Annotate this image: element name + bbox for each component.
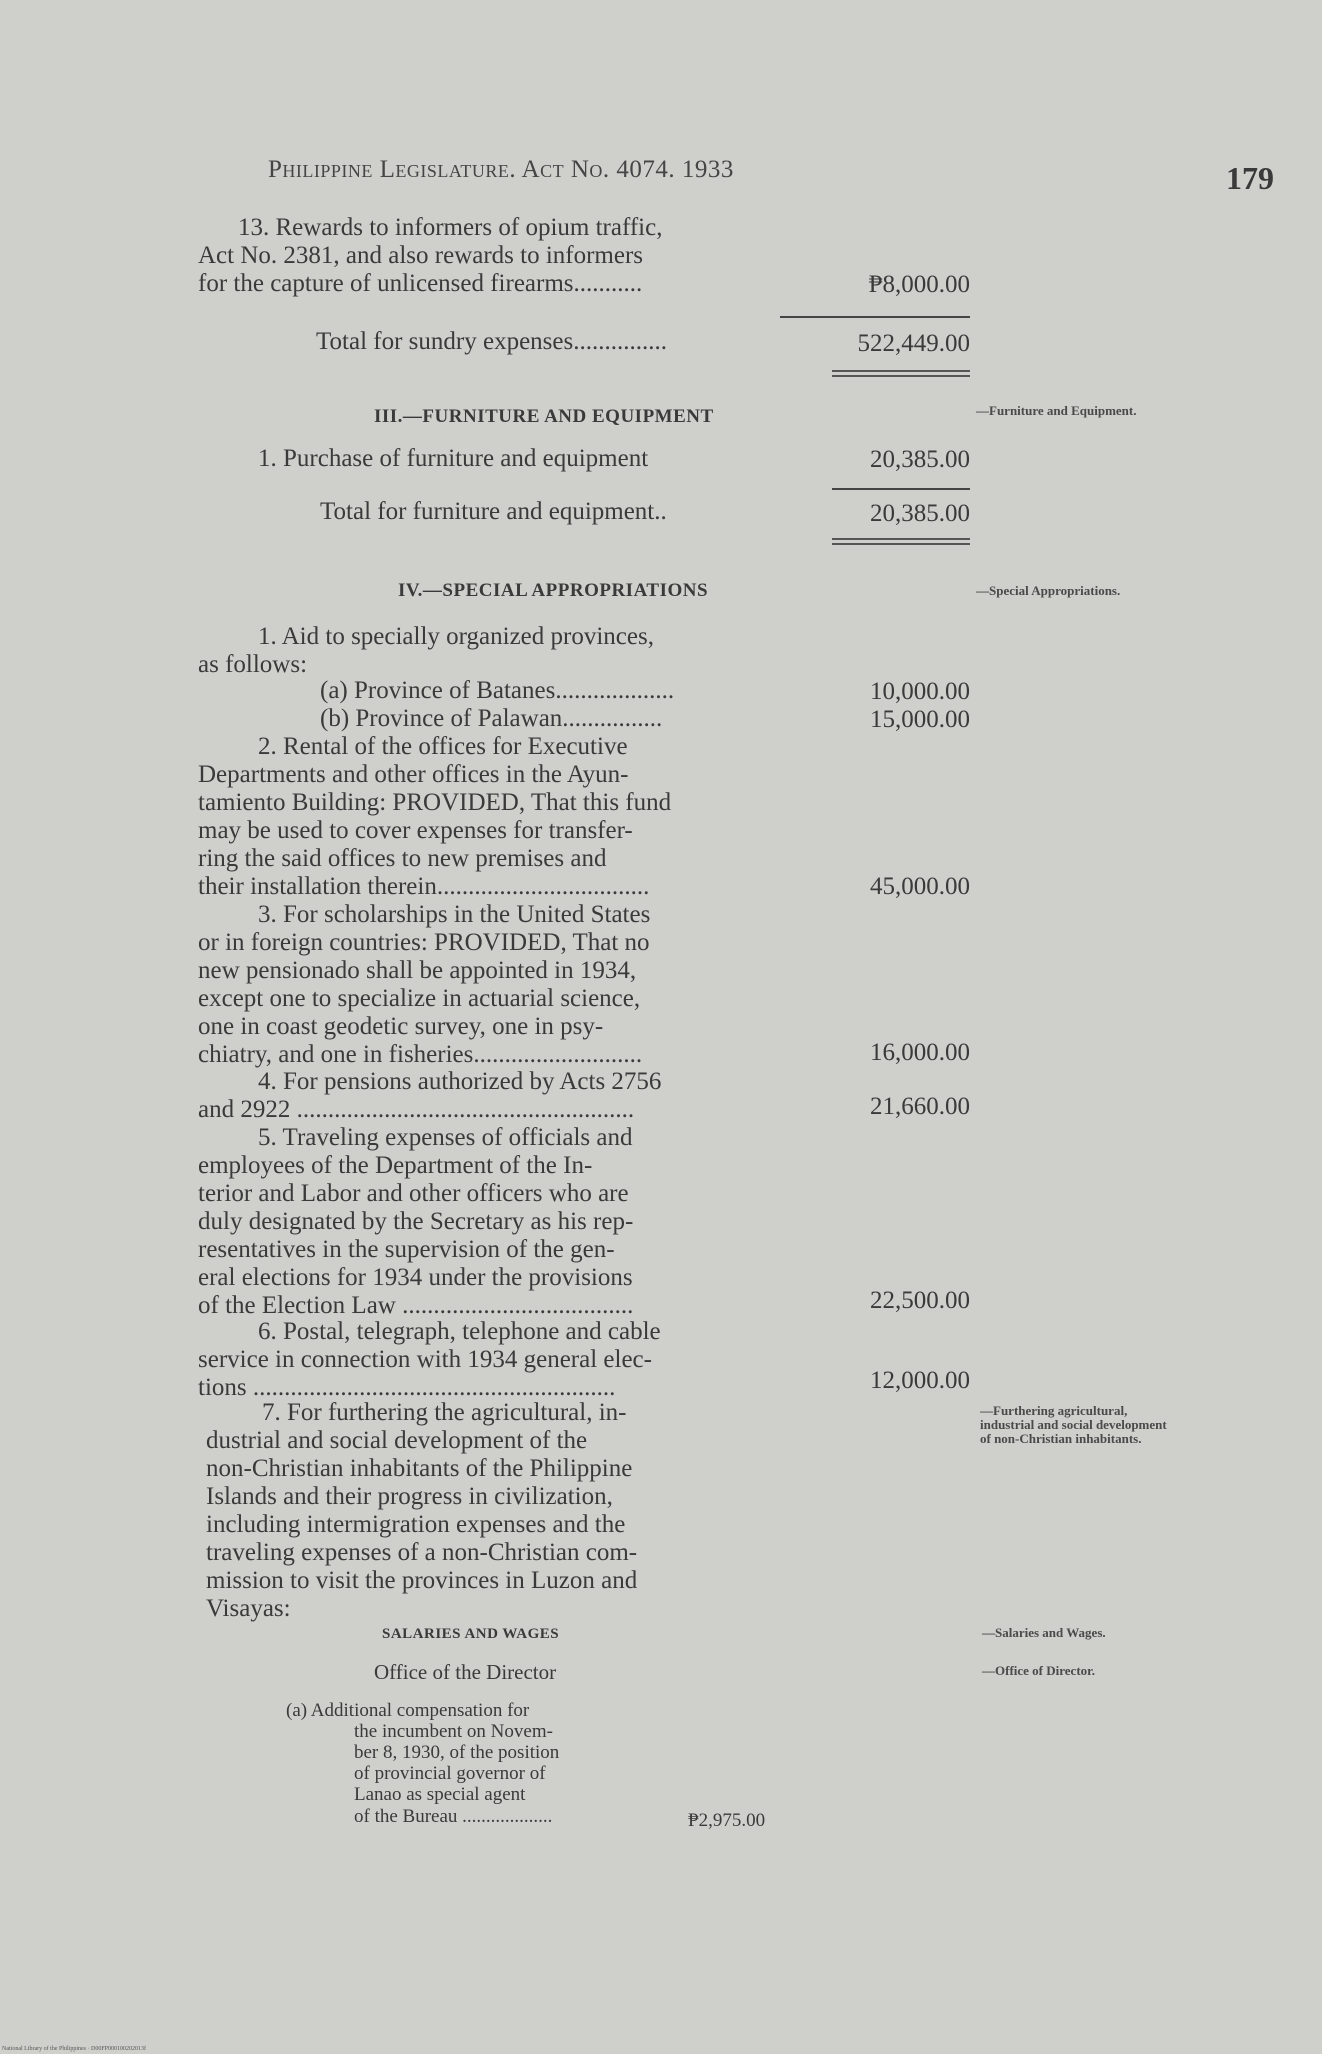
item4-line: and 2922 ...................................................... bbox=[198, 1096, 635, 1123]
section4-heading: IV.—SPECIAL APPROPRIATIONS bbox=[398, 580, 709, 601]
item3-line: new pensionado shall be appointed in 1934, bbox=[198, 957, 637, 984]
page-number: 179 bbox=[1226, 160, 1274, 196]
item6-line: service in connection with 1934 general elec- bbox=[198, 1346, 652, 1373]
item7-line: Visayas: bbox=[206, 1595, 291, 1622]
scan-credit: National Library of the Philippines · D00FP000100202013f bbox=[2, 2046, 146, 2052]
double-rule bbox=[832, 370, 970, 377]
item2-amount: 45,000.00 bbox=[870, 873, 970, 900]
item5-line: employees of the Department of the In- bbox=[198, 1152, 593, 1179]
salary-item-line: Lanao as special agent bbox=[354, 1784, 526, 1805]
item5-line: terior and Labor and other officers who are bbox=[198, 1180, 629, 1207]
item13-line3: for the capture of unlicensed firearms........... bbox=[198, 270, 643, 297]
item2-line: tamiento Building: PROVIDED, That this fund bbox=[198, 789, 672, 816]
salary-item-line: (a) Additional compensation for bbox=[286, 1700, 530, 1721]
item7-line: Islands and their progress in civilization, bbox=[206, 1483, 613, 1510]
item1-b-amount: 15,000.00 bbox=[870, 706, 970, 733]
double-rule bbox=[832, 538, 970, 545]
total-sundry-amount: 522,449.00 bbox=[857, 330, 970, 357]
section3-heading: III.—FURNITURE AND EQUIPMENT bbox=[374, 406, 714, 427]
item1-b-label: (b) Province of Palawan................ bbox=[320, 705, 663, 732]
item6-amount: 12,000.00 bbox=[870, 1367, 970, 1394]
item2-line: ring the said offices to new premises and bbox=[198, 845, 607, 872]
item7-line: non-Christian inhabitants of the Philippine bbox=[206, 1455, 633, 1482]
item3-line: one in coast geodetic survey, one in psy- bbox=[198, 1013, 604, 1040]
item5-line: eral elections for 1934 under the provisions bbox=[198, 1264, 633, 1291]
section4-margin-note: —Special Appropriations. bbox=[976, 583, 1121, 598]
item5-amount: 22,500.00 bbox=[870, 1287, 970, 1314]
item3-line: 3. For scholarships in the United States bbox=[258, 901, 651, 928]
section3-margin-note: —Furniture and Equipment. bbox=[976, 403, 1137, 418]
section3-item1-label: 1. Purchase of furniture and equipment bbox=[258, 445, 649, 472]
salary-item-line: of provincial governor of bbox=[354, 1763, 546, 1784]
running-head: Philippine Legislature. Act No. 4074. 1933 bbox=[268, 156, 734, 183]
item13-line1: 13. Rewards to informers of opium traffic, bbox=[238, 214, 663, 241]
item7-line: traveling expenses of a non-Christian com- bbox=[206, 1539, 638, 1566]
item2-line: may be used to cover expenses for transfer- bbox=[198, 817, 633, 844]
salaries-heading: SALARIES AND WAGES bbox=[382, 1626, 560, 1642]
item1-line2: as follows: bbox=[198, 651, 308, 678]
total-sundry-label: Total for sundry expenses............... bbox=[316, 328, 667, 355]
office-heading: Office of the Director bbox=[374, 1660, 557, 1684]
item5-line: resentatives in the supervision of the gen- bbox=[198, 1236, 615, 1263]
item5-line: 5. Traveling expenses of officials and bbox=[258, 1124, 633, 1151]
item7-line: 7. For furthering the agricultural, in- bbox=[262, 1399, 627, 1426]
section3-total-label: Total for furniture and equipment.. bbox=[320, 498, 667, 525]
item1-a-label: (a) Province of Batanes................... bbox=[320, 677, 675, 704]
salary-item-line: of the Bureau ................... bbox=[354, 1806, 553, 1827]
item1-line1: 1. Aid to specially organized provinces, bbox=[258, 623, 654, 650]
item13-amount: ₱8,000.00 bbox=[868, 271, 970, 298]
item13-line2: Act No. 2381, and also rewards to informers bbox=[198, 242, 644, 269]
item6-line: tions .......................................................... bbox=[198, 1374, 616, 1401]
rule bbox=[832, 488, 970, 490]
salary-item-amount: ₱2,975.00 bbox=[688, 1810, 766, 1831]
item3-amount: 16,000.00 bbox=[870, 1039, 970, 1066]
section3-total-amount: 20,385.00 bbox=[870, 500, 970, 527]
item2-line: their installation therein.................................. bbox=[198, 873, 650, 900]
item7-line: dustrial and social development of the bbox=[206, 1427, 588, 1454]
item7-line: including intermigration expenses and the bbox=[206, 1511, 626, 1538]
item6-line: 6. Postal, telegraph, telephone and cable bbox=[258, 1318, 661, 1345]
item2-line: Departments and other offices in the Ayun- bbox=[198, 761, 629, 788]
item2-line: 2. Rental of the offices for Executive bbox=[258, 733, 628, 760]
item7-line: mission to visit the provinces in Luzon and bbox=[206, 1567, 638, 1594]
rule bbox=[780, 316, 970, 318]
salary-item-line: the incumbent on Novem- bbox=[354, 1721, 553, 1742]
salary-item-line: ber 8, 1930, of the position bbox=[354, 1742, 560, 1763]
item3-line: except one to specialize in actuarial science, bbox=[198, 985, 641, 1012]
item3-line: chiatry, and one in fisheries........................... bbox=[198, 1041, 643, 1068]
item5-line: of the Election Law ..................................... bbox=[198, 1292, 634, 1319]
item4-amount: 21,660.00 bbox=[870, 1093, 970, 1120]
item7-margin-note: —Furthering agricultural, industrial and social development of non-Christian inhabitants. bbox=[980, 1403, 1167, 1446]
item4-line: 4. For pensions authorized by Acts 2756 bbox=[258, 1068, 662, 1095]
item5-line: duly designated by the Secretary as his rep- bbox=[198, 1208, 634, 1235]
item3-line: or in foreign countries: PROVIDED, That no bbox=[198, 929, 650, 956]
office-margin-note: —Office of Director. bbox=[982, 1663, 1095, 1678]
section3-item1-amount: 20,385.00 bbox=[870, 446, 970, 473]
salaries-margin-note: —Salaries and Wages. bbox=[982, 1625, 1106, 1640]
item1-a-amount: 10,000.00 bbox=[870, 678, 970, 705]
